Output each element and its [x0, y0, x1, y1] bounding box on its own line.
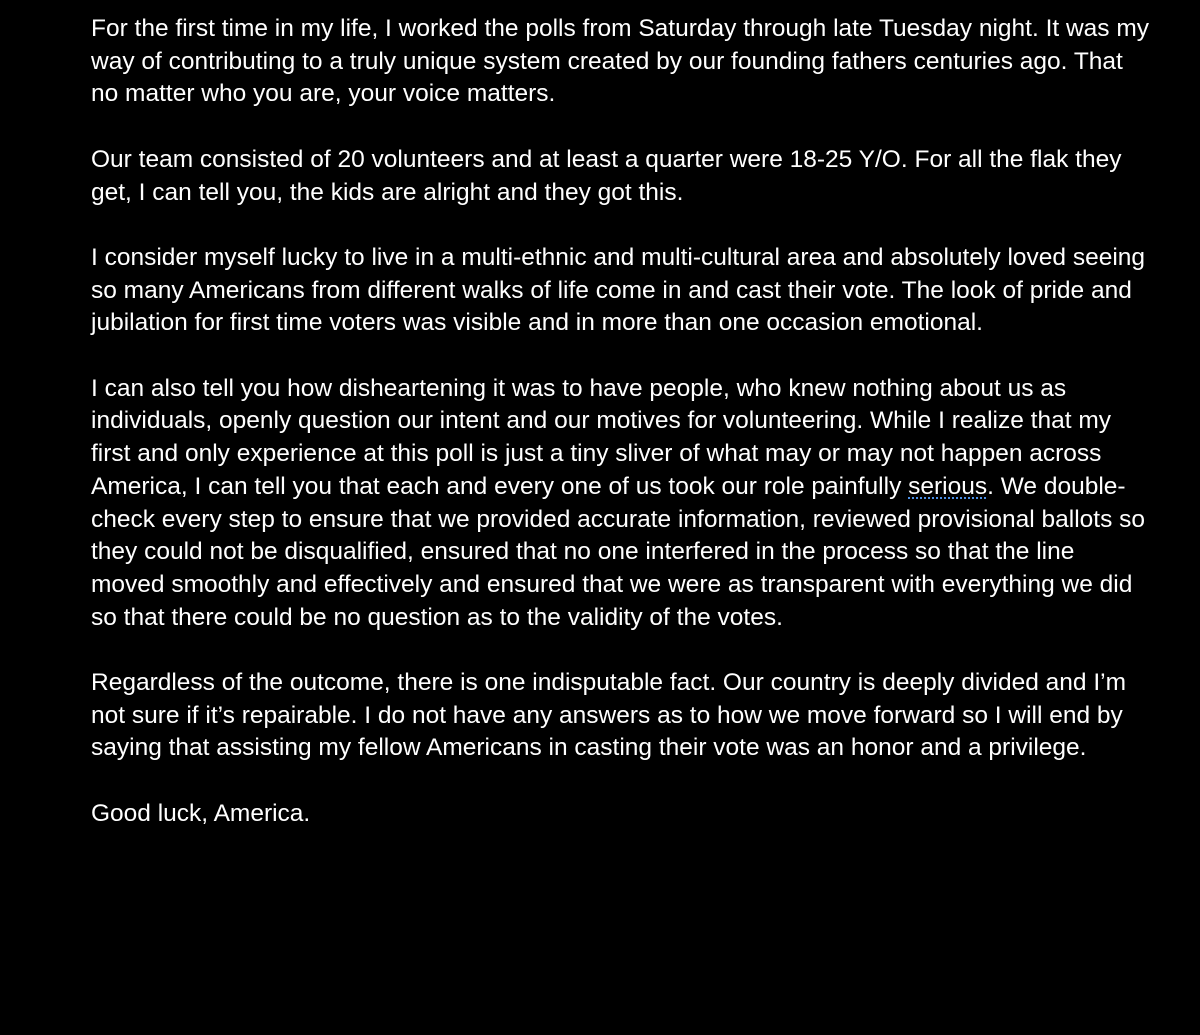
paragraph-4-text-after: . We double-check every step to ensure that we provided accurate information, reviewed provisional ballots so they could not be disqualified, ensured that no one interfered in the process so that the line moved smoothly and effectively and ensured that we were as transparent with everything we did so that there could be no question as to the validity of the votes.	[91, 472, 1146, 631]
paragraph-1: For the first time in my life, I worked the polls from Saturday through late Tuesday night. It was my way of contributing to a truly unique system created by our founding fathers centuries ago. That no matter who you are, your voice matters.	[91, 15, 1150, 108]
paragraph-5: Regardless of the outcome, there is one indisputable fact. Our country is deeply divided and I’m not sure if it’s repairable. I do not have any answers as to how we move forward so I will end by saying that assisting my fellow Americans in casting their vote was an honor and a privilege.	[91, 669, 1127, 762]
paragraph-6: Good luck, America.	[91, 799, 311, 827]
spellcheck-flagged-word[interactable]: serious	[908, 472, 988, 500]
paragraph-4	[91, 373, 1151, 635]
note-body	[91, 13, 1151, 831]
paragraph-4-text-before: I can also tell you how disheartening it was to have people, who knew nothing about us as individuals, openly question our intent and our motives for volunteering. While I realize that my first and only experience at this poll is just a tiny sliver of what may or may not happen across America, I can tell you that each and every one of us took our role painfully	[91, 374, 1112, 500]
paragraph-2: Our team consisted of 20 volunteers and at least a quarter were 18-25 Y/O. For all the flak they get, I can tell you, the kids are alright and they got this.	[91, 145, 1122, 206]
paragraph-3: I consider myself lucky to live in a multi-ethnic and multi-cultural area and absolutely loved seeing so many Americans from different walks of life come in and cast their vote. The look of pride and jubilation for first time voters was visible and in more than one occasion emotional.	[91, 243, 1146, 337]
